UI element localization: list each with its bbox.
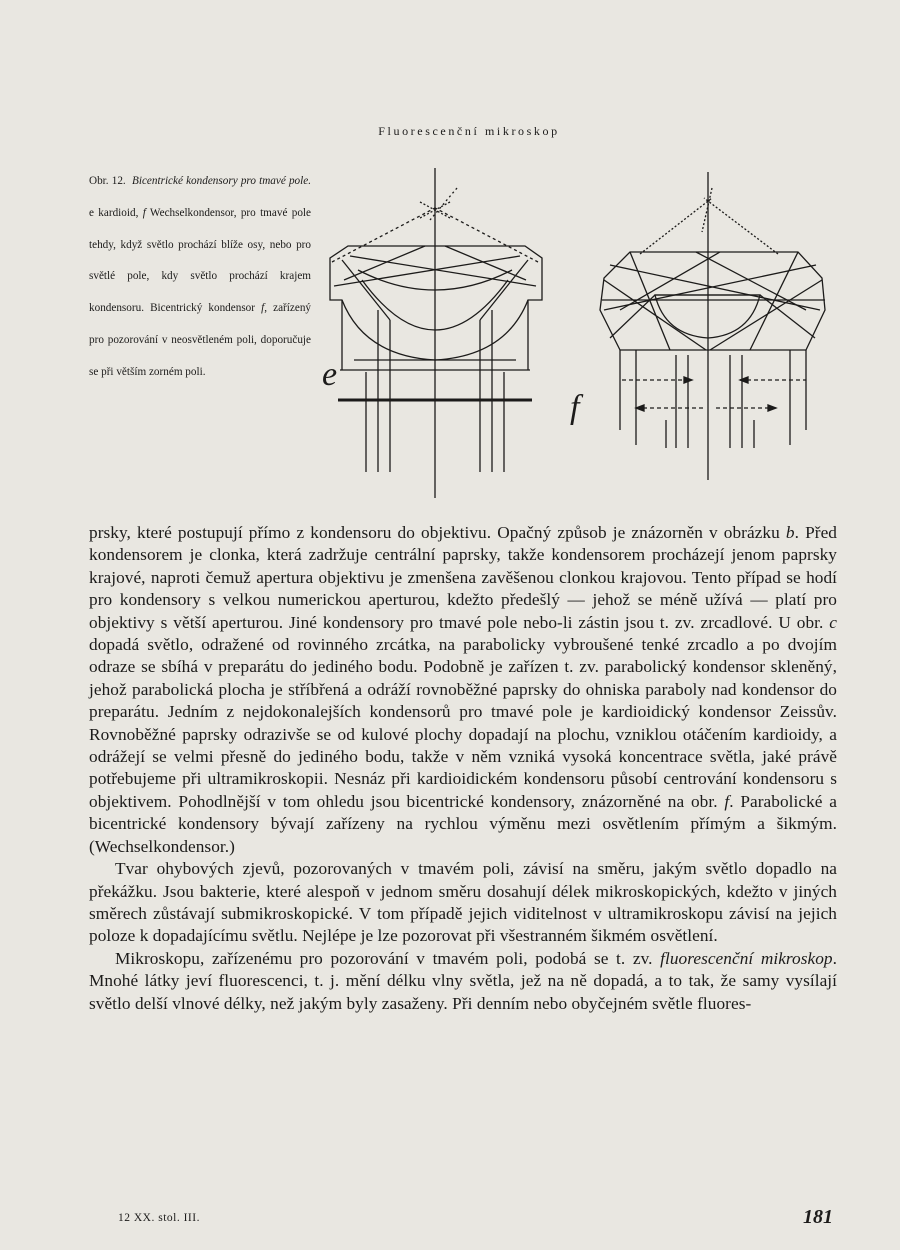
p1-text-c: . Před kondensorem je clonka, která zadržuje centrální paprsky, takže kondensorem procházejí jenom paprsky krajové, naproti čemuž apertura objektivu je zmenšena zavěšenou clonkou krajovou. Tento případ se hodí pro kondensory s velkou numerickou aperturou, kdežto předešlý — jehož se méně užívá — platí pro objektivy s větší aperturou. Jiné kondensory pro tmavé pole nebo-li zástin jsou t. zv. zrcadlové. U obr. <box>89 523 837 632</box>
bicentric-condenser-f <box>600 172 825 480</box>
p1-text-a: prsky, které postupují přímo z kondensoru do objektivu. Opačný způsob je znázorněn v obrázku <box>89 523 786 542</box>
caption-fig-title: Bicentrické kondensory pro tmavé pole. <box>132 175 312 187</box>
p1-ref-c: c <box>829 612 837 632</box>
caption-text-2: Wechselkondensor, pro tmavé pole tehdy, když světlo prochází blíže osy, nebo pro světlé pole, kdy světlo prochází krajem kondensoru. Bicentrický kondensor <box>89 206 311 315</box>
caption-fig-label: Obr. 12. <box>89 175 126 187</box>
p1-ref-b: b <box>785 523 795 542</box>
caption-f-letter: f <box>142 206 146 219</box>
paragraph-2: Tvar ohybových zjevů, pozorovaných v tmavém poli, závisí na směru, jakým světlo dopadlo na překážku. Jsou bakterie, které alespoň v jednom směru dosahují délek mikroskopických, kdežto v jiných směrech zůstávají submikroskopické. V tom případě jejich viditelnost v ultramikroskopu závisí na jejich poloze k dopadajícímu světlu. Nejlépe je lze pozorovat při všestranném šikmém osvětlení. <box>89 859 837 946</box>
signature-mark: 12 XX. stol. III. <box>118 1212 200 1224</box>
p1-text-g: . Parabolické a bicentrické kondensory bývají zařízeny na rychlou výměnu mezi osvětlením přímým a šikmým. (Wechselkondensor.) <box>89 791 838 856</box>
p3-text-a: Mikroskopu, zařízenému pro pozorování v tmavém poli, podobá se t. zv. <box>115 948 661 968</box>
p3-term: fluorescenční mikroskop <box>660 948 833 968</box>
condenser-figure <box>320 160 860 505</box>
p1-text-e: dopadá světlo, odražené od rovinného zrcátka, na parabolicky vybroušené tenké zrcadlo a po dvojím odraze se sbíhá v preparátu do jediného bodu. Podobně je zařízen t. zv. parabolický kondensor skleněný, jehož parabolická plocha je stříbřená a odráží rovnoběžné paprsky do ohniska paraboly nad kondensor do preparátu. Jedním z nejdokonalejších kondensorů pro tmavé pole je kardioidický kondensor Zeissův. Rovnoběžné paprsky odrazivše se od kulové plochy dopadají na plochu, vzniklou otáčením kardioidy, a odrážejí se velmi přesně do jediného bodu, takže v něm vzniká vysoká koncentrace světla, jaké právě potřebujeme při ultramikroskopii. Nesnáz při kardioidickém kondensoru působí centrování kondensoru s objektivem. Pohodlnější v tom ohledu jsou bicentrické kondensory, znázorněné na obr. <box>89 635 837 811</box>
paragraph-1 <box>89 522 837 858</box>
caption-f-letter-2: f <box>261 302 265 315</box>
body-text <box>89 522 837 1015</box>
figure-label-f: f <box>570 389 580 426</box>
caption-text-1: e kardioid, <box>89 206 143 219</box>
figure-label-e: e <box>322 356 338 393</box>
page-number: 181 <box>803 1206 833 1228</box>
cardioid-condenser-e <box>330 168 542 498</box>
caption-text-3: , zařízený pro pozorování v neosvětleném poli, doporučuje se při větším zorném poli. <box>89 302 312 378</box>
condenser-diagram <box>320 160 860 505</box>
figure-caption <box>89 166 311 389</box>
running-head: Fluorescenční mikroskop <box>378 124 560 138</box>
p1-ref-f: f <box>724 791 730 811</box>
p3-text-c: . Mnohé látky jeví fluorescenci, t. j. mění délku vlny světla, jež na ně dopadá, a to tak, že samy vysílají světlo delší vlnové délky, než jakým byly zasaženy. Při denním nebo obyčejném světle fluores- <box>89 948 838 1013</box>
caption-text <box>89 166 311 389</box>
paragraph-3 <box>89 948 837 1015</box>
